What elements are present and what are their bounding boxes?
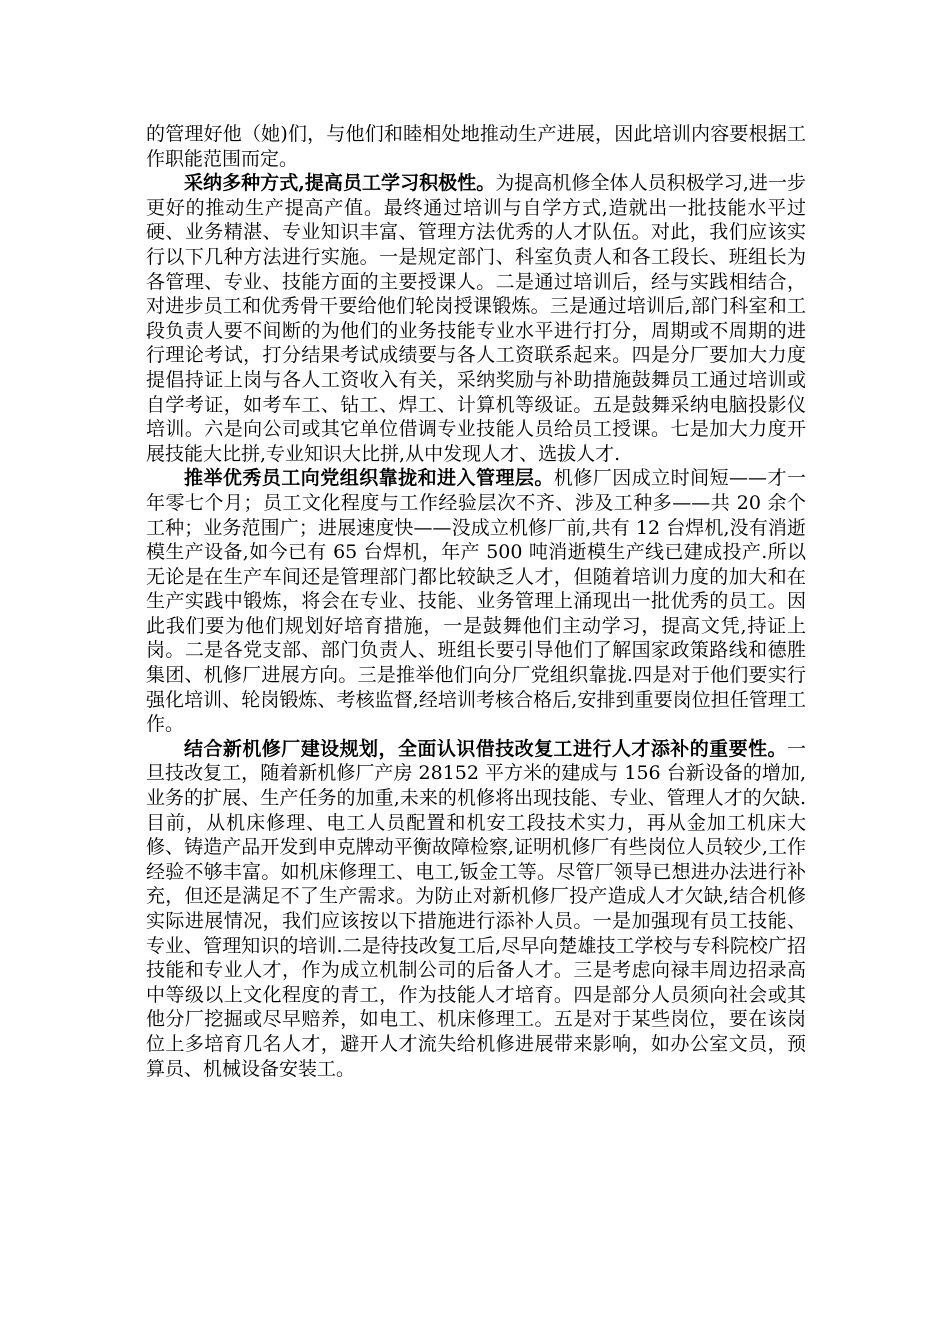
paragraph-recommend-staff — [146, 466, 806, 737]
document-page — [146, 122, 806, 1081]
paragraph-body: 的管理好他（她)们，与他们和睦相处地推动生产进展，因此培训内容要根据工作职能范围而定。 — [146, 123, 806, 170]
paragraph-heading: 采纳多种方式,提高员工学习积极性。 — [184, 172, 496, 195]
paragraph-continuation — [146, 122, 806, 171]
paragraph-body: 机修厂因成立时间短——才一年零七个月；员工文化程度与工作经验层次不齐、涉及工种多——共 20 余个工种；业务范围广；进展速度快——没成立机修厂前,共有 12 台焊机,没有消逝模生产设备,如今已有 65 台焊机，年产 500 吨消逝模生产线已建成投产.所以无论是在生产车间还是管理部门都比较缺乏人才，但随着培训力度的加大和在生产实践中锻炼，将会在专业、技能、业务管理上涌现出一批优秀的员工。因此我们要为他们规划好培育措施，一是鼓舞他们主动学习，提高文凭,持证上岗。二是各党支部、部门负责人、班组长要引导他们了解国家政策路线和德胜集团、机修厂进展方向。三是推举他们向分厂党组织靠拢.四是对于他们要实行强化培训、轮岗锻炼、考核监督,经培训考核合格后,安排到重要岗位担任管理工作。 — [146, 467, 806, 736]
paragraph-body: 为提高机修全体人员积极学习,进一步更好的推动生产提高产值。最终通过培训与自学方式,造就出一批技能水平过硬、业务精湛、专业知识丰富、管理方法优秀的人才队伍。对此，我们应该实行以下几种方法进行实施。一是规定部门、科室负责人和各工段长、班组长为各管理、专业、技能方面的主要授课人。二是通过培训后，经与实践相结合，对进步员工和优秀骨干要给他们轮岗授课锻炼。三是通过培训后,部门科室和工段负责人要不间断的为他们的业务技能专业水平进行打分，周期或不周期的进行理论考试，打分结果考试成绩要与各人工资联系起来。四是分厂要加大力度提倡持证上岗与各人工资收入有关，采纳奖励与补助措施鼓舞员工通过培训或自学考证，如考车工、钻工、焊工、计算机等级证。五是鼓舞采纳电脑投影仪培训。六是向公司或其它单位借调专业技能人员给员工授课。七是加大力度开展技能大比拼,专业知识大比拼,从中发现人才、选拔人才. — [146, 172, 806, 465]
paragraph-heading: 结合新机修厂建设规划，全面认识借技改复工进行人才添补的重要性。 — [184, 737, 787, 760]
paragraph-heading: 推举优秀员工向党组织靠拢和进入管理层。 — [184, 467, 554, 490]
paragraph-talent-supplement — [146, 737, 806, 1081]
paragraph-training-methods — [146, 171, 806, 466]
paragraph-body: 一旦技改复工，随着新机修厂产房 28152 平方米的建成与 156 台新设备的增加,业务的扩展、生产任务的加重,未来的机修将出现技能、专业、管理人才的欠缺.目前，从机床修理、电工人员配置和机安工段技术实力，再从金加工机床大修、铸造产品开发到申克牌动平衡故障检察,证明机修厂有些岗位人员较少,工作经验不够丰富。如机床修理工、电工,钣金工等。尽管厂领导已想进办法进行补充，但还是满足不了生产需求。为防止对新机修厂投产造成人才欠缺,结合机修实际进展情况，我们应该按以下措施进行添补人员。一是加强现有员工技能、专业、管理知识的培训.二是待技改复工后,尽早向楚雄技工学校与专科院校广招技能和专业人才，作为成立机制公司的后备人才。三是考虑向禄丰周边招录高中等级以上文化程度的青工，作为技能人才培育。四是部分人员须向社会或其他分厂挖掘或尽早赔养，如电工、机床修理工。五是对于某些岗位，要在该岗位上多培育几名人才，避开人才流失给机修进展带来影响，如办公室文员，预算员、机械设备安装工。 — [146, 737, 806, 1080]
